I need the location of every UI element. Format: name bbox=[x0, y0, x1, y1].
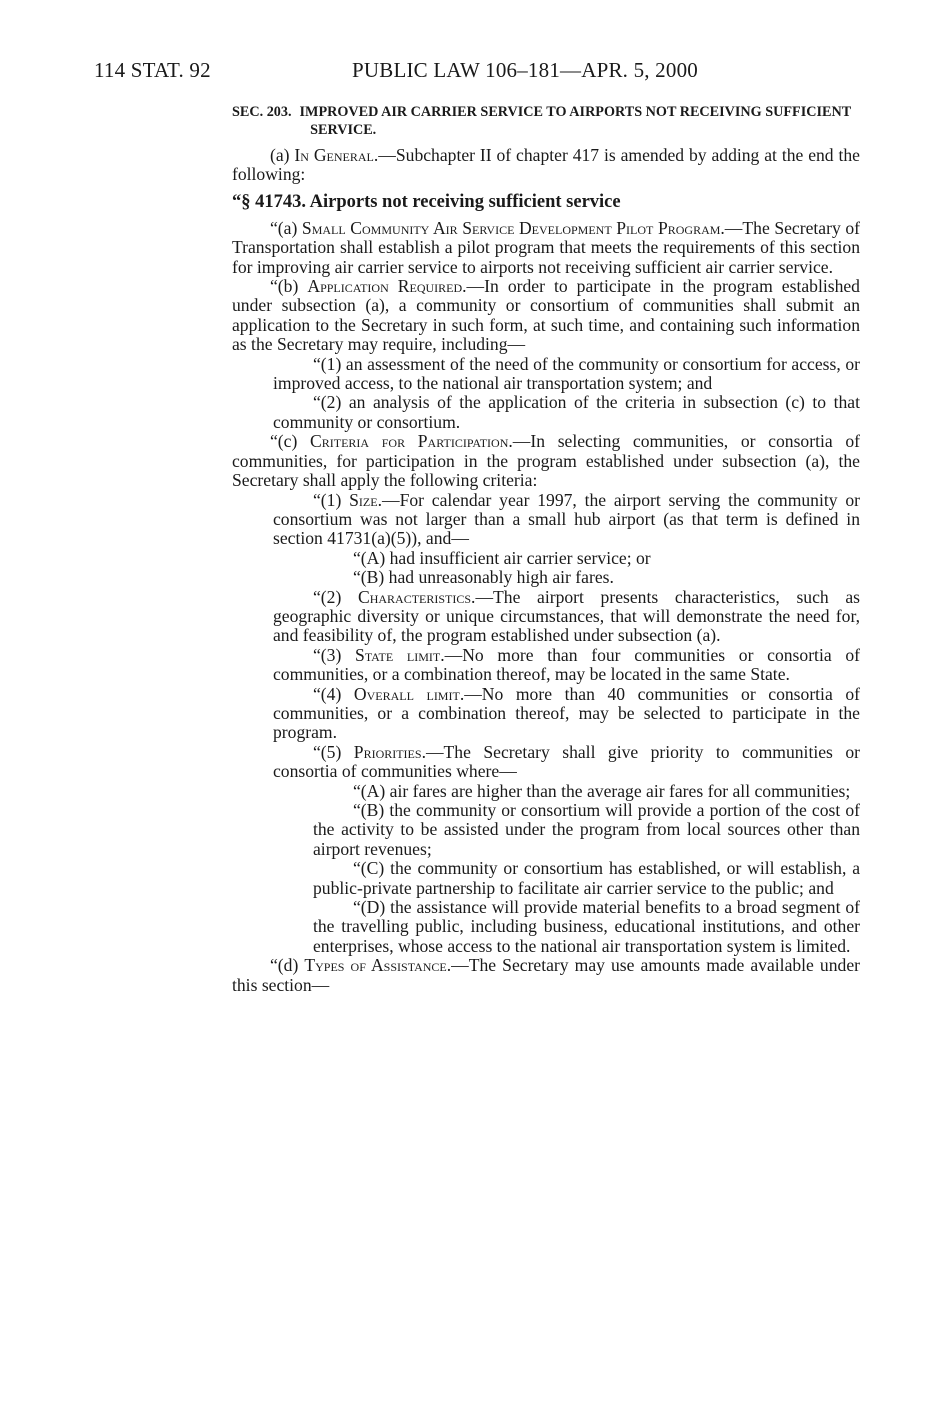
subsection-d bbox=[232, 956, 860, 995]
subsection-label: “(a) bbox=[270, 217, 302, 238]
code-section-heading: “§ 41743. Airports not receiving sufficient service bbox=[232, 191, 621, 212]
paragraph-c-4 bbox=[273, 685, 860, 743]
paragraph-heading: State limit bbox=[355, 644, 441, 665]
subsection-label: “(b) bbox=[270, 276, 308, 297]
section-number: SEC. 203. bbox=[232, 104, 292, 120]
subsection-heading: Criteria for Participation bbox=[310, 431, 509, 452]
paragraph-c-1 bbox=[273, 491, 860, 549]
paragraph-label: “(3) bbox=[313, 644, 356, 665]
subparagraph-c-5-a: “(A) air fares are higher than the average air fares for all communities; bbox=[353, 780, 851, 801]
subsection-b bbox=[232, 277, 860, 355]
subsection-text: .—In order to participate in the program established under subsection (a), a community or consortium of communities shall submit an application to the Secretary in such form, at such time, and containing such information as the Secretary may require, including— bbox=[232, 276, 860, 355]
paragraph-text: .—Subchapter II of chapter 417 is amended by adding at the end the following: bbox=[232, 145, 860, 185]
paragraph-text: .—No more than four communities or consortia of communities, or a combination thereof, may be located in the same State. bbox=[273, 644, 860, 685]
paragraph-text: .—For calendar year 1997, the airport serving the community or consortium was not larger than a small hub airport (as that term is defined in section 41731(a)(5)), and— bbox=[273, 489, 860, 549]
section-title: IMPROVED AIR CARRIER SERVICE TO AIRPORTS NOT RECEIVING SUFFICIENT SERVICE. bbox=[299, 104, 851, 138]
paragraph-c-3 bbox=[273, 646, 860, 685]
paragraph-heading: Priorities bbox=[353, 741, 422, 762]
paragraph-c-5 bbox=[273, 743, 860, 782]
paragraph-heading: Characteristics bbox=[357, 586, 472, 607]
paragraph-b-1: “(1) an assessment of the need of the community or consortium for access, or improved access, to the national air transportation system; and bbox=[273, 353, 860, 394]
paragraph-label: “(4) bbox=[313, 683, 354, 704]
paragraph-heading: Overall limit bbox=[353, 683, 460, 704]
paragraph-c-2 bbox=[273, 588, 860, 646]
subsection-text: .—The Secretary may use amounts made available under this section— bbox=[232, 955, 860, 995]
subparagraph-c-5-d: “(D) the assistance will provide material benefits to a broad segment of the travelling public, including business, educational institutions, and other enterprises, whose access to the national air transportation system is limited. bbox=[313, 897, 860, 956]
running-head bbox=[94, 58, 854, 86]
paragraph-label: “(1) bbox=[313, 489, 350, 510]
subparagraph-c-1-a: “(A) had insufficient air carrier service; or bbox=[353, 547, 651, 568]
paragraph-heading: Size bbox=[349, 489, 378, 510]
subsection-label: “(d) bbox=[270, 955, 305, 976]
stat-page-number: 114 STAT. 92 bbox=[94, 58, 211, 82]
paragraph-label: “(2) bbox=[313, 586, 358, 607]
subsection-c bbox=[232, 432, 860, 490]
paragraph-text: .—No more than 40 communities or consortia of communities, or a combination thereof, may be selected to participate in the program. bbox=[273, 683, 860, 743]
document-body bbox=[232, 103, 860, 995]
subsection-label: “(c) bbox=[270, 431, 311, 452]
section-heading bbox=[232, 103, 860, 139]
paragraph-intro bbox=[232, 146, 860, 185]
paragraph-b-2: “(2) an analysis of the application of the criteria in subsection (c) to that community or consortium. bbox=[273, 392, 860, 432]
paragraph-heading: In General bbox=[294, 145, 374, 165]
paragraph-text: .—The Secretary shall give priority to communities or consortia of communities where— bbox=[273, 741, 860, 782]
subsection-text: .—The Secretary of Transportation shall establish a pilot program that meets the requirements of this section for improving air carrier service to airports not receiving sufficient air carrier service. bbox=[232, 217, 860, 277]
subsection-heading: Types of Assistance bbox=[304, 955, 447, 976]
paragraph-label: (a) bbox=[270, 145, 295, 165]
subsection-heading: Application Required bbox=[307, 276, 463, 297]
public-law-title: PUBLIC LAW 106–181—APR. 5, 2000 bbox=[352, 58, 698, 82]
subsection-heading: Small Community Air Service Development Pilot Program bbox=[301, 217, 721, 238]
subparagraph-c-5-b: “(B) the community or consortium will provide a portion of the cost of the activity to be assisted under the program from local sources other than airport revenues; bbox=[313, 800, 860, 859]
subparagraph-c-1-b: “(B) had unreasonably high air fares. bbox=[353, 567, 614, 588]
subsection-text: .—In selecting communities, or consortia of communities, for participation in the program established under subsection (a), the Secretary shall apply the following criteria: bbox=[232, 431, 860, 491]
subparagraph-c-5-c: “(C) the community or consortium has established, or will establish, a public-private partnership to facilitate air carrier service to the public; and bbox=[313, 858, 860, 898]
paragraph-label: “(5) bbox=[313, 741, 354, 762]
paragraph-text: .—The airport presents characteristics, such as geographic diversity or unique circumstances, that will demonstrate the need for, and feasibility of, the program established under subsection (a). bbox=[273, 586, 860, 646]
subsection-a bbox=[232, 219, 860, 277]
